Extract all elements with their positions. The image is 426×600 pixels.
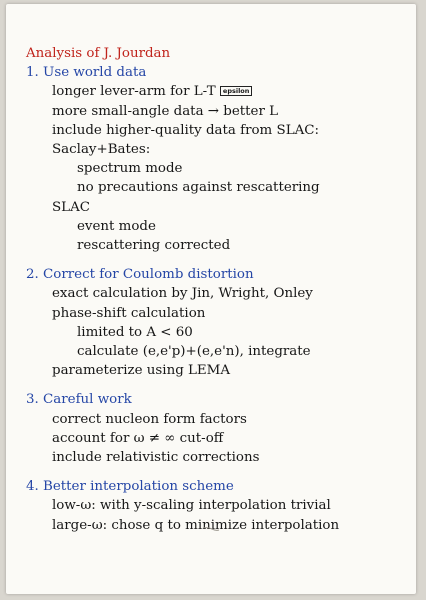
bullet-line: correct nucleon form factors [52, 411, 247, 427]
bullet-line: phase-shift calculation [52, 305, 206, 321]
sub-bullet-line: spectrum mode [77, 161, 183, 177]
slide-content [26, 44, 406, 535]
bullet-line: include higher-quality data from SLAC: [52, 122, 320, 138]
slide-title: Analysis of J. Jourdan [26, 46, 171, 61]
bullet-line: longer lever-arm for L-T epsilon [26, 82, 406, 101]
sub-bullet-line: no precautions against rescattering [77, 180, 320, 196]
bullet-line: low-ω: with y-scaling interpolation trivial [52, 498, 331, 514]
sub-bullet-line: rescattering corrected [77, 238, 231, 254]
bullet-line: more small-angle data → better L [52, 103, 279, 119]
sub-bullet-line: event mode [77, 218, 156, 234]
sub-bullet-line: calculate (e,e'p)+(e,e'n), integrate [77, 344, 311, 360]
section-heading: 2. Correct for Coulomb distortion [26, 267, 254, 283]
bullet-line: include relativistic corrections [52, 450, 260, 466]
epsilon-box: epsilon [220, 86, 252, 96]
bullet-line: account for ω ≠ ∞ cut-off [52, 430, 224, 446]
pen-mark [202, 526, 220, 532]
section-coulomb [26, 265, 406, 380]
bullet-line: parameterize using LEMA [52, 363, 231, 379]
section-heading: 1. Use world data [26, 65, 147, 81]
bullet-line: large-ω: chose q to minimize interpolation [52, 517, 340, 533]
sub-bullet-line: limited to A < 60 [77, 324, 193, 340]
bullet-line: Saclay+Bates: [52, 142, 151, 158]
section-heading: 4. Better interpolation scheme [26, 479, 234, 495]
section-careful-work [26, 390, 406, 467]
section-heading: 3. Careful work [26, 392, 132, 408]
section-world-data [26, 63, 406, 255]
slide-page [6, 4, 416, 594]
bullet-line: exact calculation by Jin, Wright, Onley [52, 286, 313, 302]
bullet-line: SLAC [52, 199, 90, 215]
